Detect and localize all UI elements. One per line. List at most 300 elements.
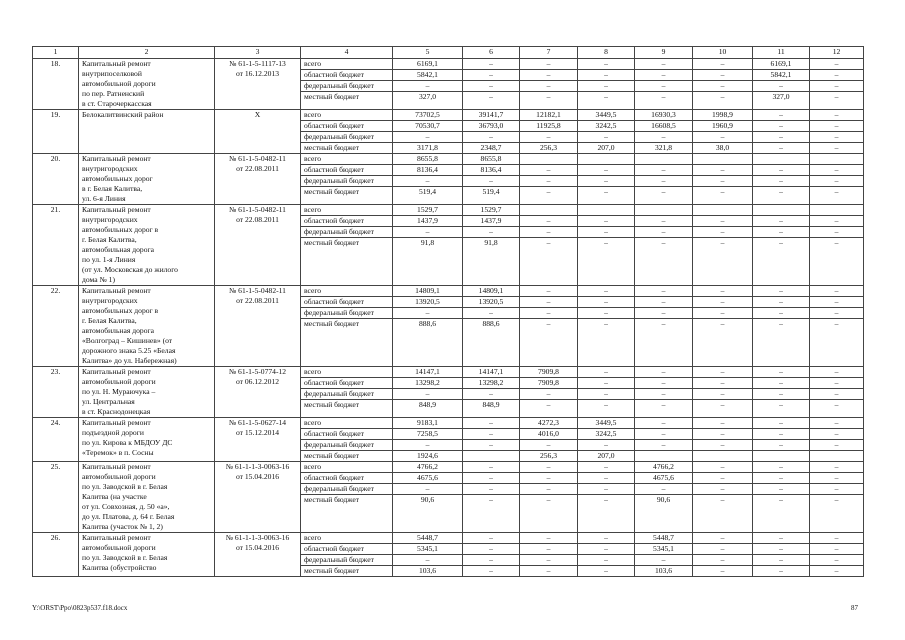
amount-cell: – xyxy=(810,473,864,484)
amount-cell: – xyxy=(393,484,463,495)
amount-cell: – xyxy=(810,418,864,429)
amount-cell: – xyxy=(635,378,693,389)
amount-cell: 8655,8 xyxy=(463,154,520,165)
amount-cell: – xyxy=(635,400,693,418)
amount-cell: 5842,1 xyxy=(393,70,463,81)
amount-cell: 1529,7 xyxy=(393,205,463,216)
funding-source: областной бюджет xyxy=(301,378,393,389)
amount-cell: – xyxy=(753,533,810,544)
funding-source: всего xyxy=(301,205,393,216)
amount-cell: – xyxy=(635,81,693,92)
record-number: 20. xyxy=(33,154,79,205)
expertise-document xyxy=(215,367,301,418)
amount-cell: – xyxy=(578,297,635,308)
expertise-document-line: от 22.08.2011 xyxy=(236,296,279,305)
object-name-line: ул. 6-я Линия xyxy=(82,194,126,203)
amount-cell: – xyxy=(463,484,520,495)
amount-cell: 256,3 xyxy=(520,451,578,462)
amount-cell: – xyxy=(810,286,864,297)
object-name-line: внутригородских xyxy=(82,164,138,173)
amount-cell: – xyxy=(635,484,693,495)
amount-cell: – xyxy=(635,319,693,367)
amount-cell: – xyxy=(635,367,693,378)
amount-cell: – xyxy=(393,132,463,143)
column-number: 1 xyxy=(33,47,79,59)
object-name-line: по ул. Н. Мураючука – xyxy=(82,387,156,396)
object-name-line: автомобильных дорог xyxy=(82,174,153,183)
amount-cell: 2348,7 xyxy=(463,143,520,154)
amount-cell: – xyxy=(520,59,578,70)
object-name-line: Капитальный ремонт xyxy=(82,533,151,542)
amount-cell: – xyxy=(810,227,864,238)
funding-source: всего xyxy=(301,533,393,544)
column-number-row xyxy=(33,47,864,59)
amount-cell: – xyxy=(753,389,810,400)
amount-cell: – xyxy=(578,308,635,319)
funding-source: федеральный бюджет xyxy=(301,308,393,319)
amount-cell: 1998,9 xyxy=(693,110,753,121)
object-name-line: г. Белая Калитва, xyxy=(82,316,137,325)
amount-cell: – xyxy=(520,70,578,81)
amount-cell: – xyxy=(810,216,864,227)
object-name-line: Капитальный ремонт xyxy=(82,59,151,68)
amount-cell: 4766,2 xyxy=(635,462,693,473)
amount-cell: – xyxy=(810,533,864,544)
amount-cell: – xyxy=(810,429,864,440)
amount-cell: – xyxy=(693,70,753,81)
amount-cell: – xyxy=(520,308,578,319)
object-name-line: Капитальный ремонт xyxy=(82,205,151,214)
amount-cell: 39141,7 xyxy=(463,110,520,121)
expertise-document xyxy=(215,462,301,533)
amount-cell: – xyxy=(810,308,864,319)
object-name xyxy=(79,59,215,110)
expertise-document-line: от 22.08.2011 xyxy=(236,164,279,173)
object-name-line: внутрипоселковой xyxy=(82,69,142,78)
funding-source: областной бюджет xyxy=(301,121,393,132)
amount-cell: – xyxy=(463,566,520,577)
amount-cell: – xyxy=(635,238,693,286)
amount-cell: – xyxy=(693,544,753,555)
amount-cell: – xyxy=(810,238,864,286)
amount-cell: – xyxy=(578,216,635,227)
object-name-line: (от ул. Московская до жилого xyxy=(82,265,178,274)
amount-cell: – xyxy=(393,440,463,451)
amount-cell: 36793,0 xyxy=(463,121,520,132)
amount-cell: – xyxy=(463,462,520,473)
funding-source: федеральный бюджет xyxy=(301,389,393,400)
expertise-document xyxy=(215,154,301,205)
object-name-line: Белокалитвинский район xyxy=(82,110,164,119)
amount-cell: 14809,1 xyxy=(463,286,520,297)
amount-cell: – xyxy=(753,418,810,429)
expertise-document-line: № 61-1-1-3-0063-16 xyxy=(225,533,290,542)
expertise-document-line: № 61-1-5-0482-11 xyxy=(229,286,286,295)
funding-source: федеральный бюджет xyxy=(301,176,393,187)
amount-cell: – xyxy=(578,495,635,533)
amount-cell: – xyxy=(753,216,810,227)
amount-cell: – xyxy=(810,400,864,418)
object-name-line: автомобильной дороги xyxy=(82,79,156,88)
expertise-document xyxy=(215,533,301,577)
record-number: 26. xyxy=(33,533,79,577)
amount-cell: – xyxy=(578,555,635,566)
funding-source: местный бюджет xyxy=(301,495,393,533)
object-name-line: в ст. Краснодонецкая xyxy=(82,407,151,416)
amount-cell: – xyxy=(463,176,520,187)
amount-cell: – xyxy=(635,132,693,143)
funding-source: федеральный бюджет xyxy=(301,227,393,238)
amount-cell: – xyxy=(463,59,520,70)
amount-cell xyxy=(810,154,864,165)
amount-cell: – xyxy=(810,81,864,92)
funding-source: федеральный бюджет xyxy=(301,555,393,566)
amount-cell: – xyxy=(693,165,753,176)
amount-cell: – xyxy=(753,308,810,319)
amount-cell: – xyxy=(635,418,693,429)
expertise-document-line: X xyxy=(254,110,261,119)
amount-cell: – xyxy=(520,462,578,473)
amount-cell: 327,0 xyxy=(393,92,463,110)
amount-cell: – xyxy=(693,132,753,143)
amount-cell: 13920,5 xyxy=(463,297,520,308)
funding-source: областной бюджет xyxy=(301,216,393,227)
amount-cell: – xyxy=(520,286,578,297)
amount-cell: – xyxy=(463,81,520,92)
amount-cell: 3242,5 xyxy=(578,429,635,440)
amount-cell: – xyxy=(753,165,810,176)
file-path: Y:\ORST\Ppo\0823p537.f18.docx xyxy=(32,604,128,612)
funding-source: всего xyxy=(301,367,393,378)
amount-cell xyxy=(693,154,753,165)
amount-cell: – xyxy=(635,176,693,187)
record-number: 23. xyxy=(33,367,79,418)
amount-cell xyxy=(810,205,864,216)
amount-cell: – xyxy=(753,440,810,451)
amount-cell: 888,6 xyxy=(393,319,463,367)
amount-cell: – xyxy=(463,70,520,81)
funding-source: федеральный бюджет xyxy=(301,132,393,143)
amount-cell xyxy=(520,205,578,216)
amount-cell: 7909,8 xyxy=(520,367,578,378)
object-name-line: по ул. Кирова к МБДОУ ДС xyxy=(82,438,173,447)
amount-cell: – xyxy=(810,319,864,367)
funding-source: местный бюджет xyxy=(301,319,393,367)
amount-cell: – xyxy=(753,400,810,418)
column-number: 8 xyxy=(578,47,635,59)
object-name xyxy=(79,418,215,462)
funding-source: местный бюджет xyxy=(301,143,393,154)
amount-cell: – xyxy=(463,544,520,555)
amount-cell: – xyxy=(578,92,635,110)
amount-cell: – xyxy=(693,216,753,227)
amount-cell: – xyxy=(753,132,810,143)
column-number: 7 xyxy=(520,47,578,59)
funding-source: местный бюджет xyxy=(301,451,393,462)
funding-source: областной бюджет xyxy=(301,165,393,176)
amount-cell: – xyxy=(693,59,753,70)
amount-cell: – xyxy=(693,495,753,533)
amount-cell: – xyxy=(753,429,810,440)
object-name-line: дома № 1) xyxy=(82,275,116,284)
amount-cell: 103,6 xyxy=(393,566,463,577)
amount-cell: – xyxy=(693,378,753,389)
amount-cell: 16608,5 xyxy=(635,121,693,132)
amount-cell xyxy=(578,205,635,216)
amount-cell: – xyxy=(635,92,693,110)
object-name xyxy=(79,367,215,418)
amount-cell: – xyxy=(810,297,864,308)
expertise-document-line: № 61-1-5-0774-12 xyxy=(228,367,287,376)
amount-cell: – xyxy=(810,143,864,154)
amount-cell: 321,8 xyxy=(635,143,693,154)
expertise-document-line: от 06.12.2012 xyxy=(235,377,280,386)
funding-source: местный бюджет xyxy=(301,238,393,286)
amount-cell: 16930,3 xyxy=(635,110,693,121)
amount-cell: – xyxy=(393,555,463,566)
amount-cell: 5448,7 xyxy=(635,533,693,544)
amount-cell: 848,9 xyxy=(393,400,463,418)
amount-cell: – xyxy=(393,176,463,187)
table-row xyxy=(33,462,864,473)
expertise-document xyxy=(215,205,301,286)
amount-cell: – xyxy=(578,81,635,92)
amount-cell: 5345,1 xyxy=(393,544,463,555)
amount-cell: – xyxy=(810,367,864,378)
expertise-document xyxy=(215,59,301,110)
expertise-document-line: от 22.08.2011 xyxy=(236,215,279,224)
funding-source: федеральный бюджет xyxy=(301,484,393,495)
amount-cell: – xyxy=(693,400,753,418)
object-name-line: внутригородских xyxy=(82,296,138,305)
amount-cell: – xyxy=(393,308,463,319)
expertise-document xyxy=(215,110,301,154)
amount-cell: – xyxy=(810,165,864,176)
amount-cell: – xyxy=(578,378,635,389)
table-row xyxy=(33,418,864,429)
object-name-line: г. Белая Калитва, xyxy=(82,235,137,244)
amount-cell: – xyxy=(635,70,693,81)
amount-cell: – xyxy=(693,440,753,451)
expertise-document-line: № 61-1-5-0482-11 xyxy=(229,205,286,214)
amount-cell: – xyxy=(810,484,864,495)
amount-cell xyxy=(635,451,693,462)
amount-cell: 4016,0 xyxy=(520,429,578,440)
column-number: 5 xyxy=(393,47,463,59)
amount-cell xyxy=(520,154,578,165)
amount-cell: – xyxy=(693,533,753,544)
amount-cell: – xyxy=(578,440,635,451)
amount-cell: 7909,8 xyxy=(520,378,578,389)
object-name-line: внутригородских xyxy=(82,215,138,224)
amount-cell: – xyxy=(635,165,693,176)
amount-cell: – xyxy=(520,165,578,176)
amount-cell: – xyxy=(693,418,753,429)
amount-cell: – xyxy=(520,389,578,400)
column-number: 3 xyxy=(215,47,301,59)
amount-cell: – xyxy=(463,418,520,429)
amount-cell: – xyxy=(693,555,753,566)
record-number: 25. xyxy=(33,462,79,533)
amount-cell: – xyxy=(520,319,578,367)
amount-cell: – xyxy=(810,176,864,187)
object-name-line: по ул. Заводской в г. Белая xyxy=(82,553,168,562)
amount-cell: – xyxy=(693,429,753,440)
amount-cell: 91,8 xyxy=(463,238,520,286)
amount-cell: 13920,5 xyxy=(393,297,463,308)
amount-cell: – xyxy=(693,462,753,473)
funding-source: местный бюджет xyxy=(301,566,393,577)
amount-cell: – xyxy=(693,389,753,400)
table-row xyxy=(33,110,864,121)
expertise-document-line: от 15.04.2016 xyxy=(235,472,280,481)
amount-cell: – xyxy=(810,378,864,389)
object-name-line: Капитальный ремонт xyxy=(82,286,151,295)
amount-cell: – xyxy=(463,389,520,400)
amount-cell: – xyxy=(753,555,810,566)
amount-cell: – xyxy=(810,121,864,132)
funding-source: местный бюджет xyxy=(301,187,393,205)
funding-source: областной бюджет xyxy=(301,70,393,81)
amount-cell: 256,3 xyxy=(520,143,578,154)
amount-cell: – xyxy=(520,187,578,205)
funding-source: всего xyxy=(301,418,393,429)
amount-cell: 1960,9 xyxy=(693,121,753,132)
object-name-line: «Волгоград – Кишинев» (от xyxy=(82,336,173,345)
expertise-document-line: № 61-1-5-1117-13 xyxy=(229,59,286,68)
amount-cell: – xyxy=(520,484,578,495)
table-row xyxy=(33,533,864,544)
amount-cell: – xyxy=(578,187,635,205)
amount-cell: – xyxy=(520,440,578,451)
amount-cell xyxy=(753,154,810,165)
amount-cell: 5448,7 xyxy=(393,533,463,544)
column-number: 11 xyxy=(753,47,810,59)
amount-cell: – xyxy=(753,286,810,297)
amount-cell: – xyxy=(520,297,578,308)
amount-cell: 3242,5 xyxy=(578,121,635,132)
amount-cell: 4272,3 xyxy=(520,418,578,429)
amount-cell: – xyxy=(520,92,578,110)
amount-cell: – xyxy=(753,319,810,367)
expertise-document xyxy=(215,286,301,367)
amount-cell: – xyxy=(520,216,578,227)
object-name-line: Капитальный ремонт xyxy=(82,462,151,471)
amount-cell: – xyxy=(753,378,810,389)
page-number: 87 xyxy=(851,604,858,612)
amount-cell: 38,0 xyxy=(693,143,753,154)
amount-cell: – xyxy=(693,319,753,367)
column-number: 12 xyxy=(810,47,864,59)
amount-cell: 73702,5 xyxy=(393,110,463,121)
amount-cell: – xyxy=(753,367,810,378)
amount-cell: – xyxy=(578,566,635,577)
record-number: 21. xyxy=(33,205,79,286)
expertise-document-line: № 61-1-5-0627-14 xyxy=(228,418,287,427)
amount-cell xyxy=(810,451,864,462)
amount-cell: 12182,1 xyxy=(520,110,578,121)
amount-cell: – xyxy=(578,367,635,378)
amount-cell: – xyxy=(693,286,753,297)
amount-cell: – xyxy=(578,176,635,187)
object-name-line: ул. Центральная xyxy=(82,397,135,406)
amount-cell: 3449,5 xyxy=(578,418,635,429)
amount-cell: 3449,5 xyxy=(578,110,635,121)
amount-cell: – xyxy=(753,176,810,187)
object-name-line: автомобильной дороги xyxy=(82,543,156,552)
table-row xyxy=(33,205,864,216)
object-name xyxy=(79,110,215,154)
amount-cell: – xyxy=(463,555,520,566)
amount-cell: – xyxy=(463,440,520,451)
object-name-line: до ул. Платова, д. 64 г. Белая xyxy=(82,512,175,521)
record-number: 22. xyxy=(33,286,79,367)
amount-cell xyxy=(635,205,693,216)
amount-cell: – xyxy=(693,187,753,205)
amount-cell: – xyxy=(463,132,520,143)
amount-cell: 7258,5 xyxy=(393,429,463,440)
amount-cell: 519,4 xyxy=(463,187,520,205)
amount-cell: – xyxy=(693,297,753,308)
object-name-line: Капитальный ремонт xyxy=(82,367,151,376)
object-name-line: от ул. Совхозная, д. 50 «а», xyxy=(82,502,170,511)
amount-cell: – xyxy=(635,429,693,440)
amount-cell: 14147,1 xyxy=(393,367,463,378)
amount-cell: – xyxy=(520,555,578,566)
amount-cell: – xyxy=(810,110,864,121)
amount-cell: – xyxy=(753,544,810,555)
amount-cell: – xyxy=(753,566,810,577)
amount-cell: – xyxy=(635,227,693,238)
object-name-line: по ул. 1-я Линия xyxy=(82,255,136,264)
object-name-line: автомобильной дороги xyxy=(82,377,156,386)
amount-cell: – xyxy=(520,227,578,238)
expertise-document-line: от 15.04.2016 xyxy=(235,543,280,552)
amount-cell: 70530,7 xyxy=(393,121,463,132)
amount-cell xyxy=(693,451,753,462)
amount-cell: – xyxy=(520,544,578,555)
amount-cell: – xyxy=(693,92,753,110)
amount-cell: – xyxy=(810,92,864,110)
amount-cell: 11925,8 xyxy=(520,121,578,132)
amount-cell: – xyxy=(693,308,753,319)
amount-cell xyxy=(693,205,753,216)
amount-cell: – xyxy=(463,308,520,319)
object-name xyxy=(79,286,215,367)
amount-cell: – xyxy=(635,59,693,70)
amount-cell: 327,0 xyxy=(753,92,810,110)
amount-cell: – xyxy=(635,308,693,319)
amount-cell: – xyxy=(578,238,635,286)
amount-cell: – xyxy=(753,81,810,92)
record-number: 19. xyxy=(33,110,79,154)
column-number: 6 xyxy=(463,47,520,59)
amount-cell: – xyxy=(693,367,753,378)
object-name-line: Калитва (обустройство xyxy=(82,563,157,572)
funding-source: всего xyxy=(301,154,393,165)
amount-cell: – xyxy=(635,286,693,297)
amount-cell: 4766,2 xyxy=(393,462,463,473)
object-name xyxy=(79,533,215,577)
amount-cell: 9183,1 xyxy=(393,418,463,429)
object-name-line: по пер. Ратненский xyxy=(82,89,145,98)
amount-cell: – xyxy=(753,110,810,121)
amount-cell: – xyxy=(693,566,753,577)
object-name xyxy=(79,462,215,533)
amount-cell: – xyxy=(810,566,864,577)
object-name-line: подъездной дороги xyxy=(82,428,144,437)
amount-cell: – xyxy=(635,389,693,400)
